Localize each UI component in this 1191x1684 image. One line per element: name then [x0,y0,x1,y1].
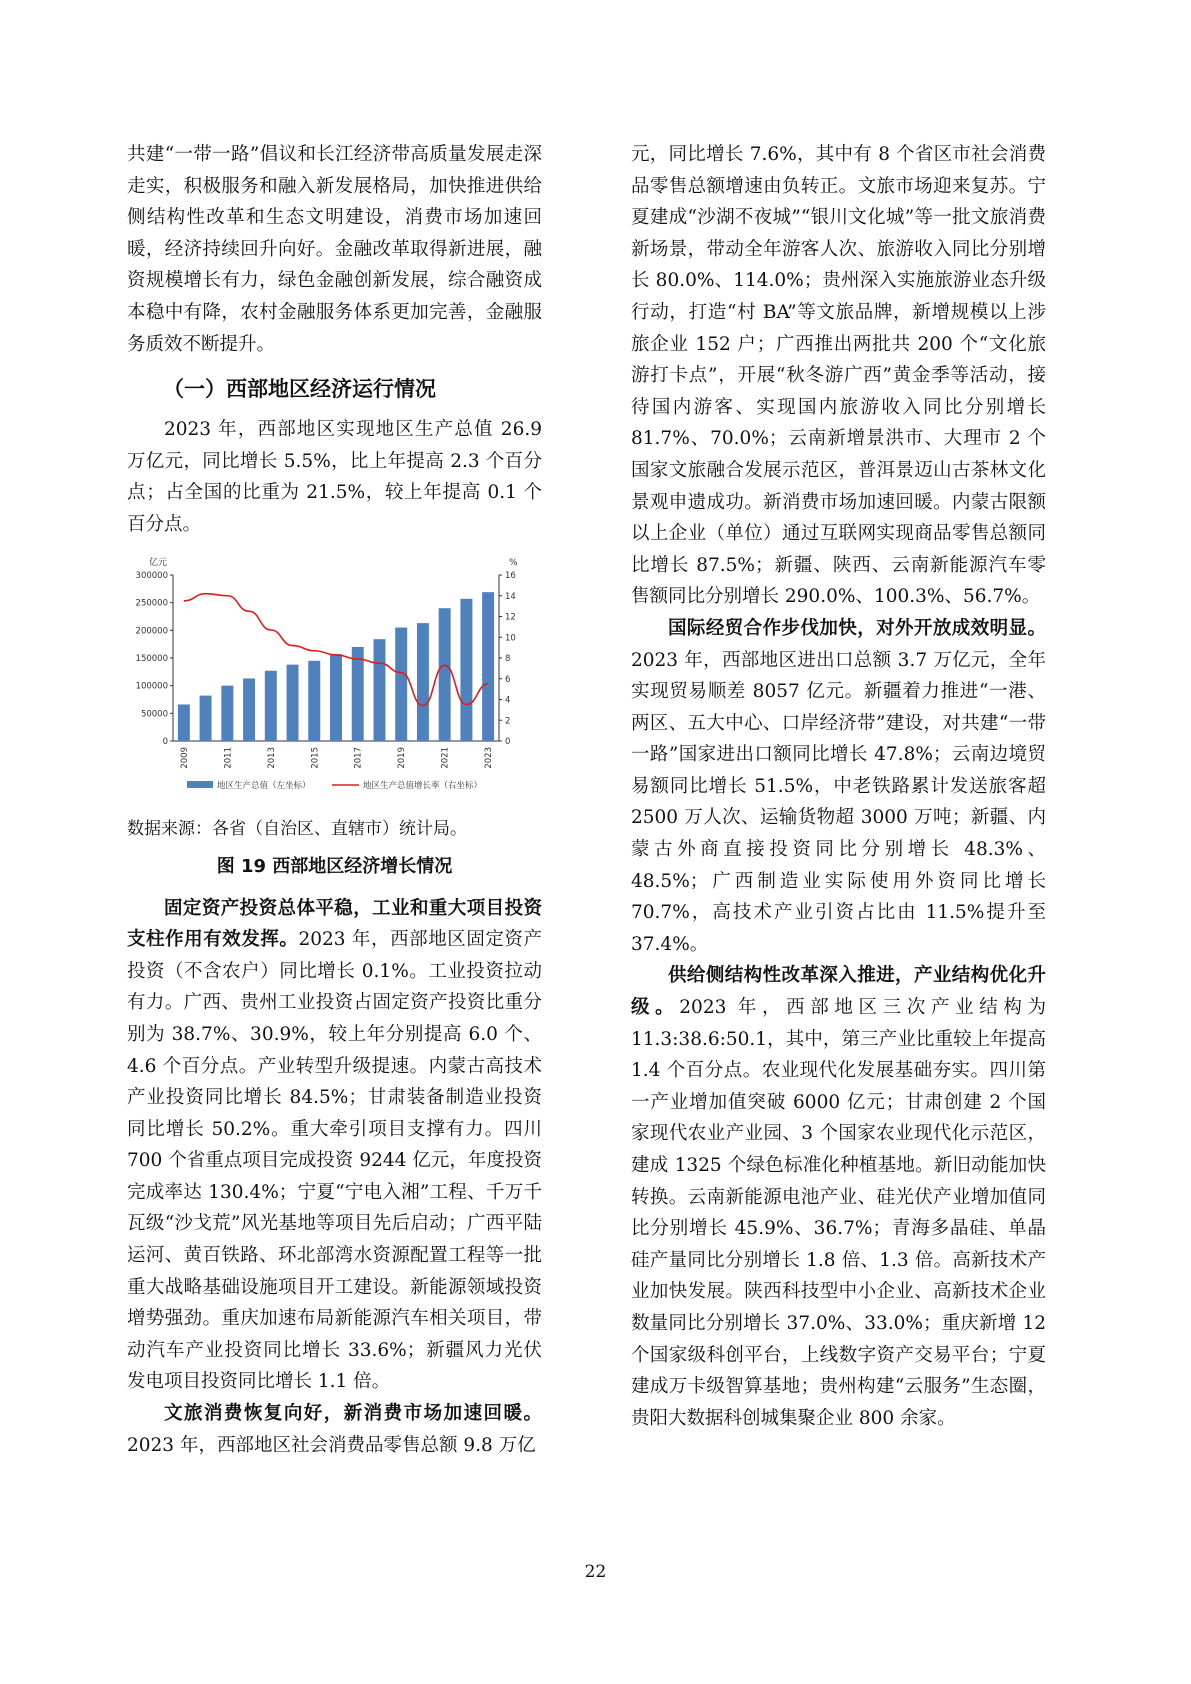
right-column [631,139,1046,1434]
consumption-paragraph [127,1398,542,1461]
x-tick-label: 2023 [484,746,495,769]
section-heading: （一）西部地区经济运行情况 [163,377,436,402]
legend-line-label: 地区生产总值增长率（右坐标） [363,780,483,791]
x-tick-label: 2019 [397,746,408,769]
left-tick-label: 250000 [135,598,168,609]
x-tick-label: 2009 [179,746,190,769]
right-tick-label: 0 [505,736,511,747]
left-axis-unit: 亿元 [148,557,167,568]
gdp-chart [127,549,542,809]
x-tick-label: 2021 [440,746,451,769]
right-tick-label: 16 [505,570,516,581]
right-tick-label: 12 [505,612,516,623]
x-tick-label: 2013 [266,746,277,769]
left-tick-label: 0 [162,736,168,747]
x-tick-label: 2017 [353,746,364,769]
right-tick-label: 6 [505,674,511,685]
consumption-lead: 文旅消费恢复向好，新消费市场加速回暖。 [164,1403,542,1425]
trade-paragraph [631,613,1046,961]
gdp-bar [200,695,212,740]
gdp-bar [265,670,277,740]
gdp-bar [352,646,364,740]
gdp-bar [373,639,385,741]
gdp-bar [308,660,320,740]
right-tick-label: 10 [505,632,516,643]
gdp-bar [221,685,233,740]
right-tick-label: 8 [505,653,511,664]
gdp-bar [395,627,407,740]
gdp-bar [178,704,190,741]
gdp-bar [243,678,255,741]
intro-paragraph: 共建“一带一路”倡议和长江经济带高质量发展走深走实，积极服务和融入新发展格局，加快推进供给侧结构性改革和生态文明建设，消费市场加速回暖，经济持续回升向好。金融改革取得新进展，融资规模增长有力，绿色金融创新发展，综合融资成本稳中有降，农村金融服务体系更加完善，金融服务质效不断提升。 [127,144,542,355]
industry-paragraph [631,960,1046,1434]
left-tick-label: 200000 [135,625,168,636]
right-tick-label: 4 [505,695,511,706]
left-tick-label: 50000 [140,708,168,719]
trade-body: 2023 年，西部地区进出口总额 3.7 万亿元，全年实现贸易顺差 8057 亿元。新疆着力推进“一港、两区、五大中心、口岸经济带”建设，对共建“一带一路”国家进出口额同比增长 47.8%；云南边境贸易额同比增长 51.5%，中老铁路累计发送旅客超 2500 万人次、运输货物超 3000 万吨；新疆、内蒙古外商直接投资同比分别增长 48.3%、48.5%；广西制造业实际使用外资同比增长 70.7%，高技术产业引资占比由 11.5%提升至 37.4%。 [631,649,1046,955]
trade-lead: 国际经贸合作步伐加快，对外开放成效明显。 [668,617,1046,639]
gdp-bar [460,598,472,740]
gdp-paragraph: 2023 年，西部地区实现地区生产总值 26.9 万亿元，同比增长 5.5%，比上年提高 2.3 个百分点；占全国的比重为 21.5%，较上年提高 0.1 个百分点。 [127,419,542,535]
gdp-bar [330,654,342,741]
right-tick-label: 14 [505,591,516,602]
left-tick-label: 150000 [135,653,168,664]
industry-lead: 供给侧结构性改革深入推进，产业结构优化升级。 [631,965,1046,1019]
page-number: 22 [584,1562,607,1582]
data-source: 数据来源：各省（自治区、直辖市）统计局。 [127,818,467,839]
gdp-bar [417,623,429,741]
figure-caption: 图 19 西部地区经济增长情况 [216,855,453,877]
right-tick-label: 2 [505,715,511,726]
consumption-body: 2023 年，西部地区社会消费品零售总额 9.8 万亿 [127,1434,536,1456]
investment-paragraph [127,893,542,1399]
x-tick-label: 2011 [223,746,234,769]
gdp-bar [287,664,299,740]
gdp-bar [439,608,451,741]
tourism-paragraph: 元，同比增长 7.6%，其中有 8 个省区市社会消费品零售总额增速由负转正。文旅市场迎来复苏。宁夏建成“沙湖不夜城”“银川文化城”等一批文旅消费新场景，带动全年游客人次、旅游收入同比分别增长 80.0%、114.0%；贵州深入实施旅游业态升级行动，打造“村 BA”等文旅品牌，新增规模以上涉旅企业 152 户；广西推出两批共 200 个“文化旅游打卡点”，开展“秋冬游广西”黄金季等活动，接待国内游客、实现国内旅游收入同比分别增长 81.7%、70.0%；云南新增景洪市、大理市 2 个国家文旅融合发展示范区，普洱景迈山古茶林文化景观申遗成功。新消费市场加速回暖。内蒙古限额以上企业（单位）通过互联网实现商品零售总额同比增长 87.5%；新疆、陕西、云南新能源汽车零售额同比分别增长 290.0%、100.3%、56.7%。 [631,144,1046,608]
investment-lead: 固定资产投资总体平稳，工业和重大项目投资支柱作用有效发挥。 [127,897,542,951]
x-tick-label: 2015 [310,746,321,769]
legend-bar-swatch [187,781,213,788]
right-axis-unit: % [509,557,518,568]
left-column [127,139,542,1461]
left-tick-label: 300000 [135,570,168,581]
industry-body: 2023 年，西部地区三次产业结构为 11.3:38.6:50.1，其中，第三产业比重较上年提高 1.4 个百分点。农业现代化发展基础夯实。四川第一产业增加值突破 6000 亿元；甘肃创建 2 个国家现代农业产业园、3 个国家农业现代化示范区，建成 1325 个绿色标准化种植基地。新旧动能加快转换。云南新能源电池产业、硅光伏产业增加值同比分别增长 45.9%、36.7%；青海多晶硅、单晶硅产量同比分别增长 1.8 倍、1.3 倍。高新技术产业加快发展。陕西科技型中小企业、高新技术企业数量同比分别增长 37.0%、33.0%；重庆新增 12 个国家级科创平台，上线数字资产交易平台；宁夏建成万卡级智算基地；贵州构建“云服务”生态圈，贵阳大数据科创城集聚企业 800 余家。 [631,997,1046,1429]
gdp-chart-svg [127,549,542,809]
gdp-bar [482,592,494,741]
legend-bar-label: 地区生产总值（左坐标） [217,780,311,791]
investment-body: 2023 年，西部地区固定资产投资（不含农户）同比增长 0.1%。工业投资拉动有力。广西、贵州工业投资占固定资产投资比重分别为 38.7%、30.9%，较上年分别提高 6.0 个、4.6 个百分点。产业转型升级提速。内蒙古高技术产业投资同比增长 84.5%；甘肃装备制造业投资同比增长 50.2%。重大牵引项目支撑有力。四川 700 个省重点项目完成投资 9244 亿元，年度投资完成率达 130.4%；宁夏“宁电入湘”工程、千万千瓦级“沙戈荒”风光基地等项目先后启动；广西平陆运河、黄百铁路、环北部湾水资源配置工程等一批重大战略基础设施项目开工建设。新能源领域投资增势强劲。重庆加速布局新能源汽车相关项目，带动汽车产业投资同比增长 33.6%；新疆风力光伏发电项目投资同比增长 1.1 倍。 [127,929,542,1393]
left-tick-label: 100000 [135,681,168,692]
